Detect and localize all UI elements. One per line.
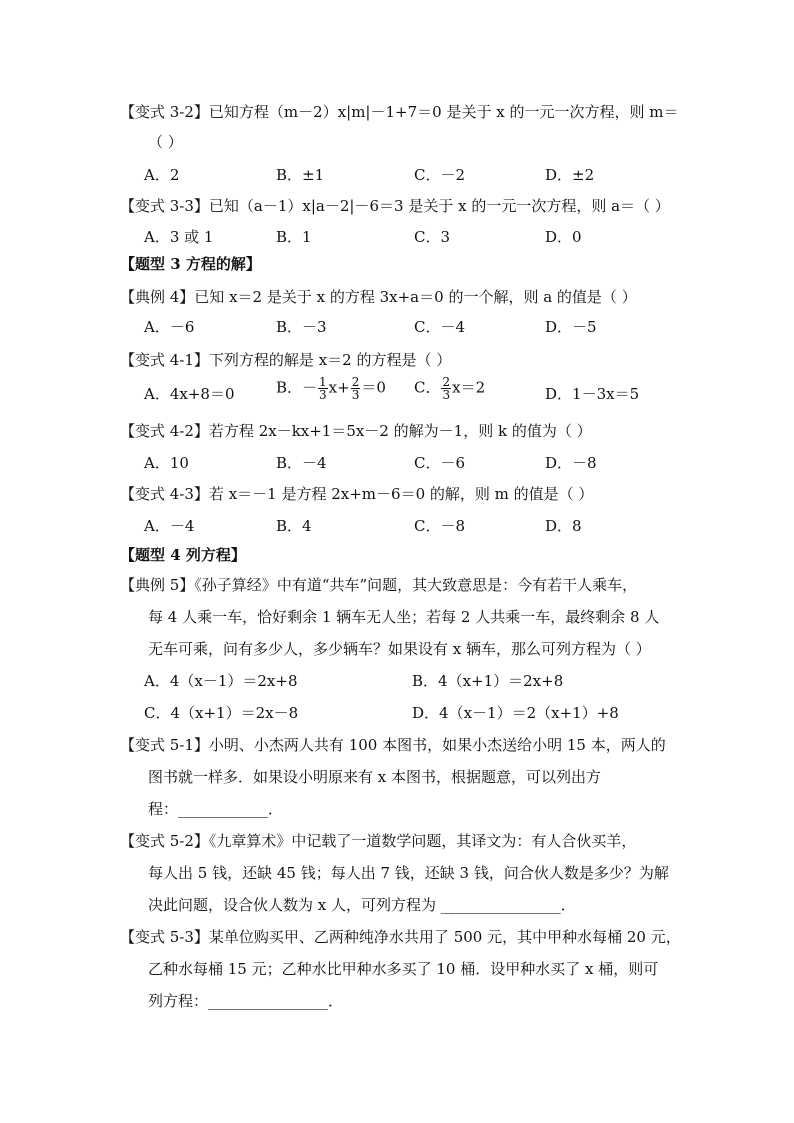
question-v5-1-line3: 程：____________．: [148, 800, 284, 818]
d4-option-d: D．－5: [545, 318, 597, 336]
question-v3-2-line2: （ ）: [148, 133, 183, 151]
fraction-denominator: 3: [442, 388, 451, 402]
v3-2-option-d: D．±2: [545, 166, 595, 184]
v4-1-option-c: [414, 376, 485, 401]
question-v4-1-line1: 【变式 4-1】下列方程的解是 x＝2 的方程是（ ）: [120, 351, 452, 369]
v4-3-option-a: A．－4: [144, 517, 195, 535]
d4-option-a: A．－6: [144, 318, 195, 336]
d4-option-b: B．－3: [276, 318, 327, 336]
v4-3-option-c: C．－8: [414, 517, 466, 535]
fraction-two-thirds: [441, 376, 451, 401]
v4-1-option-b-prefix: B．－: [276, 378, 318, 397]
question-v5-1-line1: 【变式 5-1】小明、小杰两人共有 100 本图书，如果小杰送给小明 15 本，两人的: [120, 736, 666, 754]
fraction-numerator: 1: [319, 375, 327, 389]
v4-1-option-c-suffix: x＝2: [452, 378, 486, 397]
v3-2-option-a: A．2: [144, 166, 180, 184]
v3-3-option-d: D．0: [545, 228, 582, 246]
v3-3-option-c: C．3: [414, 228, 451, 246]
section-heading-4: 【题型 4 列方程】: [120, 546, 246, 564]
v4-1-option-b-mid: x+: [328, 378, 350, 397]
fraction-denominator: 3: [319, 388, 327, 402]
v4-3-option-b: B．4: [276, 517, 312, 535]
question-v3-2-line1: 【变式 3-2】已知方程（m－2）x|m|－1+7＝0 是关于 x 的一元一次方程，则 m＝: [120, 103, 679, 121]
v3-3-option-a: A．3 或 1: [144, 228, 214, 246]
fraction-two-thirds: [351, 376, 361, 401]
v4-3-option-d: D．8: [545, 517, 582, 535]
v3-3-option-b: B．1: [276, 228, 312, 246]
section-heading-3: 【题型 3 方程的解】: [120, 255, 261, 273]
question-v5-3-line3: 列方程：________________．: [148, 992, 344, 1010]
d5-option-a: A．4（x－1）＝2x+8: [144, 672, 298, 690]
v3-2-option-b: B．±1: [276, 166, 325, 184]
question-v4-2-line1: 【变式 4-2】若方程 2x－kx+1＝5x－2 的解为－1，则 k 的值为（ ）: [120, 422, 592, 440]
v4-1-option-a: A．4x+8＝0: [144, 385, 235, 403]
question-v5-3-line2: 乙种水每桶 15 元；乙种水比甲种水多买了 10 桶．设甲种水买了 x 桶，则可: [148, 960, 659, 978]
v3-2-option-c: C．－2: [414, 166, 466, 184]
d5-option-c: C．4（x+1）＝2x－8: [144, 704, 299, 722]
question-v3-3-line1: 【变式 3-3】已知（a－1）x|a－2|－6＝3 是关于 x 的一元一次方程，则 a＝（ ）: [120, 197, 670, 215]
v4-1-option-c-prefix: C．: [414, 378, 441, 397]
fraction-numerator: 2: [351, 375, 360, 389]
question-v5-2-line1: 【变式 5-2】《九章算术》中记载了一道数学问题，其译文为：有人合伙买羊，: [120, 832, 637, 850]
v4-2-option-b: B．－4: [276, 454, 327, 472]
v4-1-option-d: D．1－3x＝5: [545, 385, 640, 403]
question-v4-3-line1: 【变式 4-3】若 x＝－1 是方程 2x+m－6＝0 的解，则 m 的值是（ ）: [120, 485, 594, 503]
fraction-one-third: [318, 376, 328, 401]
v4-2-option-d: D．－8: [545, 454, 597, 472]
d5-option-d: D．4（x－1）＝2（x+1）+8: [412, 704, 619, 722]
question-d5-line2: 每 4 人乘一车，恰好剩余 1 辆车无人坐；若每 2 人共乘一车，最终剩余 8 人: [148, 608, 660, 626]
fraction-denominator: 3: [351, 388, 360, 402]
question-d5-line3: 无车可乘，问有多少人，多少辆车？如果设有 x 辆车，那么可列方程为（ ）: [148, 640, 651, 658]
question-v5-2-line3: 决此问题，设合伙人数为 x 人，可列方程为 ________________．: [148, 896, 576, 914]
v4-2-option-a: A．10: [144, 454, 189, 472]
question-v5-3-line1: 【变式 5-3】某单位购买甲、乙两种纯净水共用了 500 元，其中甲种水每桶 20 元，: [120, 928, 681, 946]
question-d4-line1: 【典例 4】已知 x＝2 是关于 x 的方程 3x+a＝0 的一个解，则 a 的值是（ ）: [120, 288, 637, 306]
question-v5-1-line2: 图书就一样多．如果设小明原来有 x 本图书，根据题意，可以列出方: [148, 768, 601, 786]
v4-1-option-b-suffix: ＝0: [361, 378, 386, 397]
v4-2-option-c: C．－6: [414, 454, 466, 472]
question-d5-line1: 【典例 5】《孙子算经》中有道“共车”问题，其大致意思是：今有若干人乘车，: [120, 576, 638, 594]
v4-1-option-b: [276, 376, 386, 401]
d4-option-c: C．－4: [414, 318, 466, 336]
d5-option-b: B．4（x+1）＝2x+8: [412, 672, 564, 690]
fraction-numerator: 2: [442, 375, 451, 389]
question-v5-2-line2: 每人出 5 钱，还缺 45 钱；每人出 7 钱，还缺 3 钱，问合伙人数是多少？为解: [148, 864, 669, 882]
